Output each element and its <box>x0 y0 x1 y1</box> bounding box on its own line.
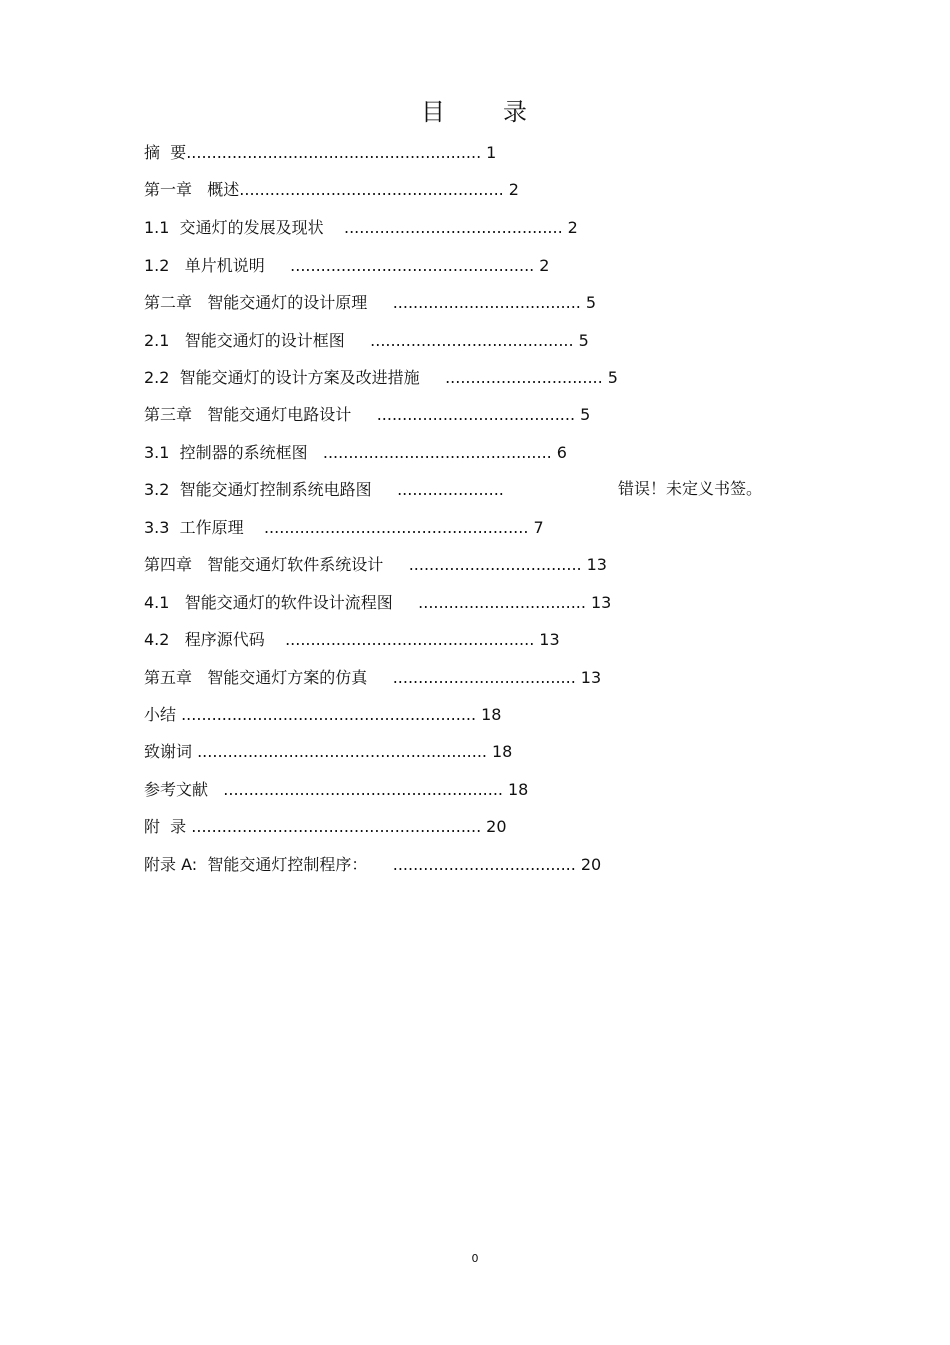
toc-entry-label: 3.1 控制器的系统框图 . <box>144 443 328 462</box>
toc-entry-page: 20 <box>580 855 602 874</box>
toc-entry-label: 4.1 智能交通灯的软件设计流程图 <box>144 593 419 612</box>
toc-entry-leader: ..................... <box>397 480 504 499</box>
toc-entry-label: 致谢词 <box>144 742 198 761</box>
toc-entry-page: 5 <box>607 368 618 387</box>
toc-entry-label: 第一章 概述 <box>144 180 240 199</box>
toc-entry[interactable] <box>144 780 528 800</box>
title-char-1: 目 <box>421 98 447 126</box>
toc-entry[interactable] <box>144 817 507 837</box>
toc-entry-leader: .................................... <box>392 668 576 687</box>
toc-entry-label: 参考文献 <box>144 780 224 799</box>
toc-entry[interactable] <box>144 443 567 463</box>
toc-entry-page: 5 <box>578 331 589 350</box>
toc-entry[interactable] <box>144 855 601 875</box>
toc-entry-label: 第三章 智能交通灯电路设计 <box>144 405 377 424</box>
toc-entry-label: 摘 要 <box>144 143 187 162</box>
toc-entry-page: 18 <box>508 780 529 799</box>
toc-entry-label: 小结 <box>144 705 182 724</box>
toc-entry-page: 20 <box>486 817 507 836</box>
toc-entry-label: 4.2 程序源代码 <box>144 630 286 649</box>
toc-entry-page: 2 <box>508 180 519 199</box>
toc-entry[interactable] <box>144 668 601 688</box>
toc-entry[interactable] <box>144 180 519 200</box>
toc-entry-page: 2 <box>567 218 578 237</box>
toc-entry-leader: .......................................................... <box>181 705 477 724</box>
toc-entry[interactable] <box>144 143 496 163</box>
toc-entry-label: 1.2 单片机说明 <box>144 256 291 275</box>
toc-entry[interactable] <box>144 742 512 762</box>
toc-entry-label: 附 录 <box>144 817 192 836</box>
toc-entry[interactable] <box>144 405 590 425</box>
toc-entry[interactable] <box>144 293 596 313</box>
toc-entry-leader: ................................................. <box>285 630 535 649</box>
toc-entry-leader: .................................................... <box>263 518 529 537</box>
toc-entry-page: 7 <box>533 518 544 537</box>
toc-entry[interactable] <box>144 218 578 238</box>
toc-entry-label: 附录 A: 智能交通灯控制程序： <box>144 855 393 874</box>
toc-entry-leader: ....................................................... <box>223 780 503 799</box>
toc-entry-leader: .................................. <box>408 555 582 574</box>
toc-entry-leader: ............................................ <box>327 443 552 462</box>
toc-entry-page: 13 <box>539 630 560 649</box>
bookmark-error-text: 错误！未定义书签。 <box>618 479 763 498</box>
toc-entry-leader: .......................................................... <box>186 143 482 162</box>
toc-entry-leader: ....................................... <box>376 405 576 424</box>
toc-entry-page: 18 <box>492 742 513 761</box>
toc-entry[interactable] <box>144 555 607 575</box>
toc-entry-page: 18 <box>481 705 502 724</box>
toc-entry-page: 13 <box>586 555 607 574</box>
toc-entry[interactable] <box>144 593 611 613</box>
title-char-2: 录 <box>503 98 529 126</box>
toc-entry-page: 13 <box>580 668 602 687</box>
toc-entry-label: 第四章 智能交通灯软件系统设计 <box>144 555 409 574</box>
toc-entry-page: 6 <box>556 443 567 462</box>
toc-entry-page: 5 <box>585 293 597 312</box>
toc-entry[interactable] <box>144 705 501 725</box>
toc-entry-label: 2.1 智能交通灯的设计框图 <box>144 331 371 350</box>
page-title <box>0 92 950 127</box>
toc-entry-leader: ......................................................... <box>191 817 482 836</box>
toc-entry[interactable] <box>144 518 544 538</box>
toc-entry-leader: ................................................ <box>290 256 535 275</box>
toc-entry-page: 13 <box>590 593 612 612</box>
toc-entry-label: 3.2 智能交通灯控制系统电路图 <box>144 480 398 499</box>
toc-entry[interactable] <box>144 368 618 388</box>
toc-entry-leader: ............................... <box>445 368 603 387</box>
toc-entry[interactable] <box>144 256 549 276</box>
toc-entry-page: 2 <box>539 256 550 275</box>
toc-entry-leader: .................................................... <box>239 180 504 199</box>
toc-entry-page: 1 <box>486 143 497 162</box>
toc-entry-label: 1.1 交通灯的发展及现状 . <box>144 218 350 237</box>
toc-entry[interactable] <box>144 331 589 351</box>
toc-entry-label: 2.2 智能交通灯的设计方案及改进措施 <box>144 368 446 387</box>
toc-entry[interactable] <box>144 480 509 500</box>
toc-entry-leader: .......................................... <box>349 218 563 237</box>
toc-entry[interactable] <box>144 630 560 650</box>
toc-entry-label: 第五章 智能交通灯方案的仿真 <box>144 668 393 687</box>
toc-entry-leader: .................................... <box>392 855 576 874</box>
toc-entry-label: 第二章 智能交通灯的设计原理 <box>144 293 393 312</box>
toc-entry-page: 5 <box>580 405 591 424</box>
toc-entry-leader: ................................. <box>418 593 586 612</box>
toc-entry-leader: ..................................... <box>392 293 581 312</box>
toc-entry-leader: ........................................ <box>370 331 574 350</box>
toc-entry-label: 3.3 工作原理 <box>144 518 264 537</box>
toc-entry-leader: ......................................................... <box>197 742 487 761</box>
page-number: 0 <box>471 1252 479 1265</box>
